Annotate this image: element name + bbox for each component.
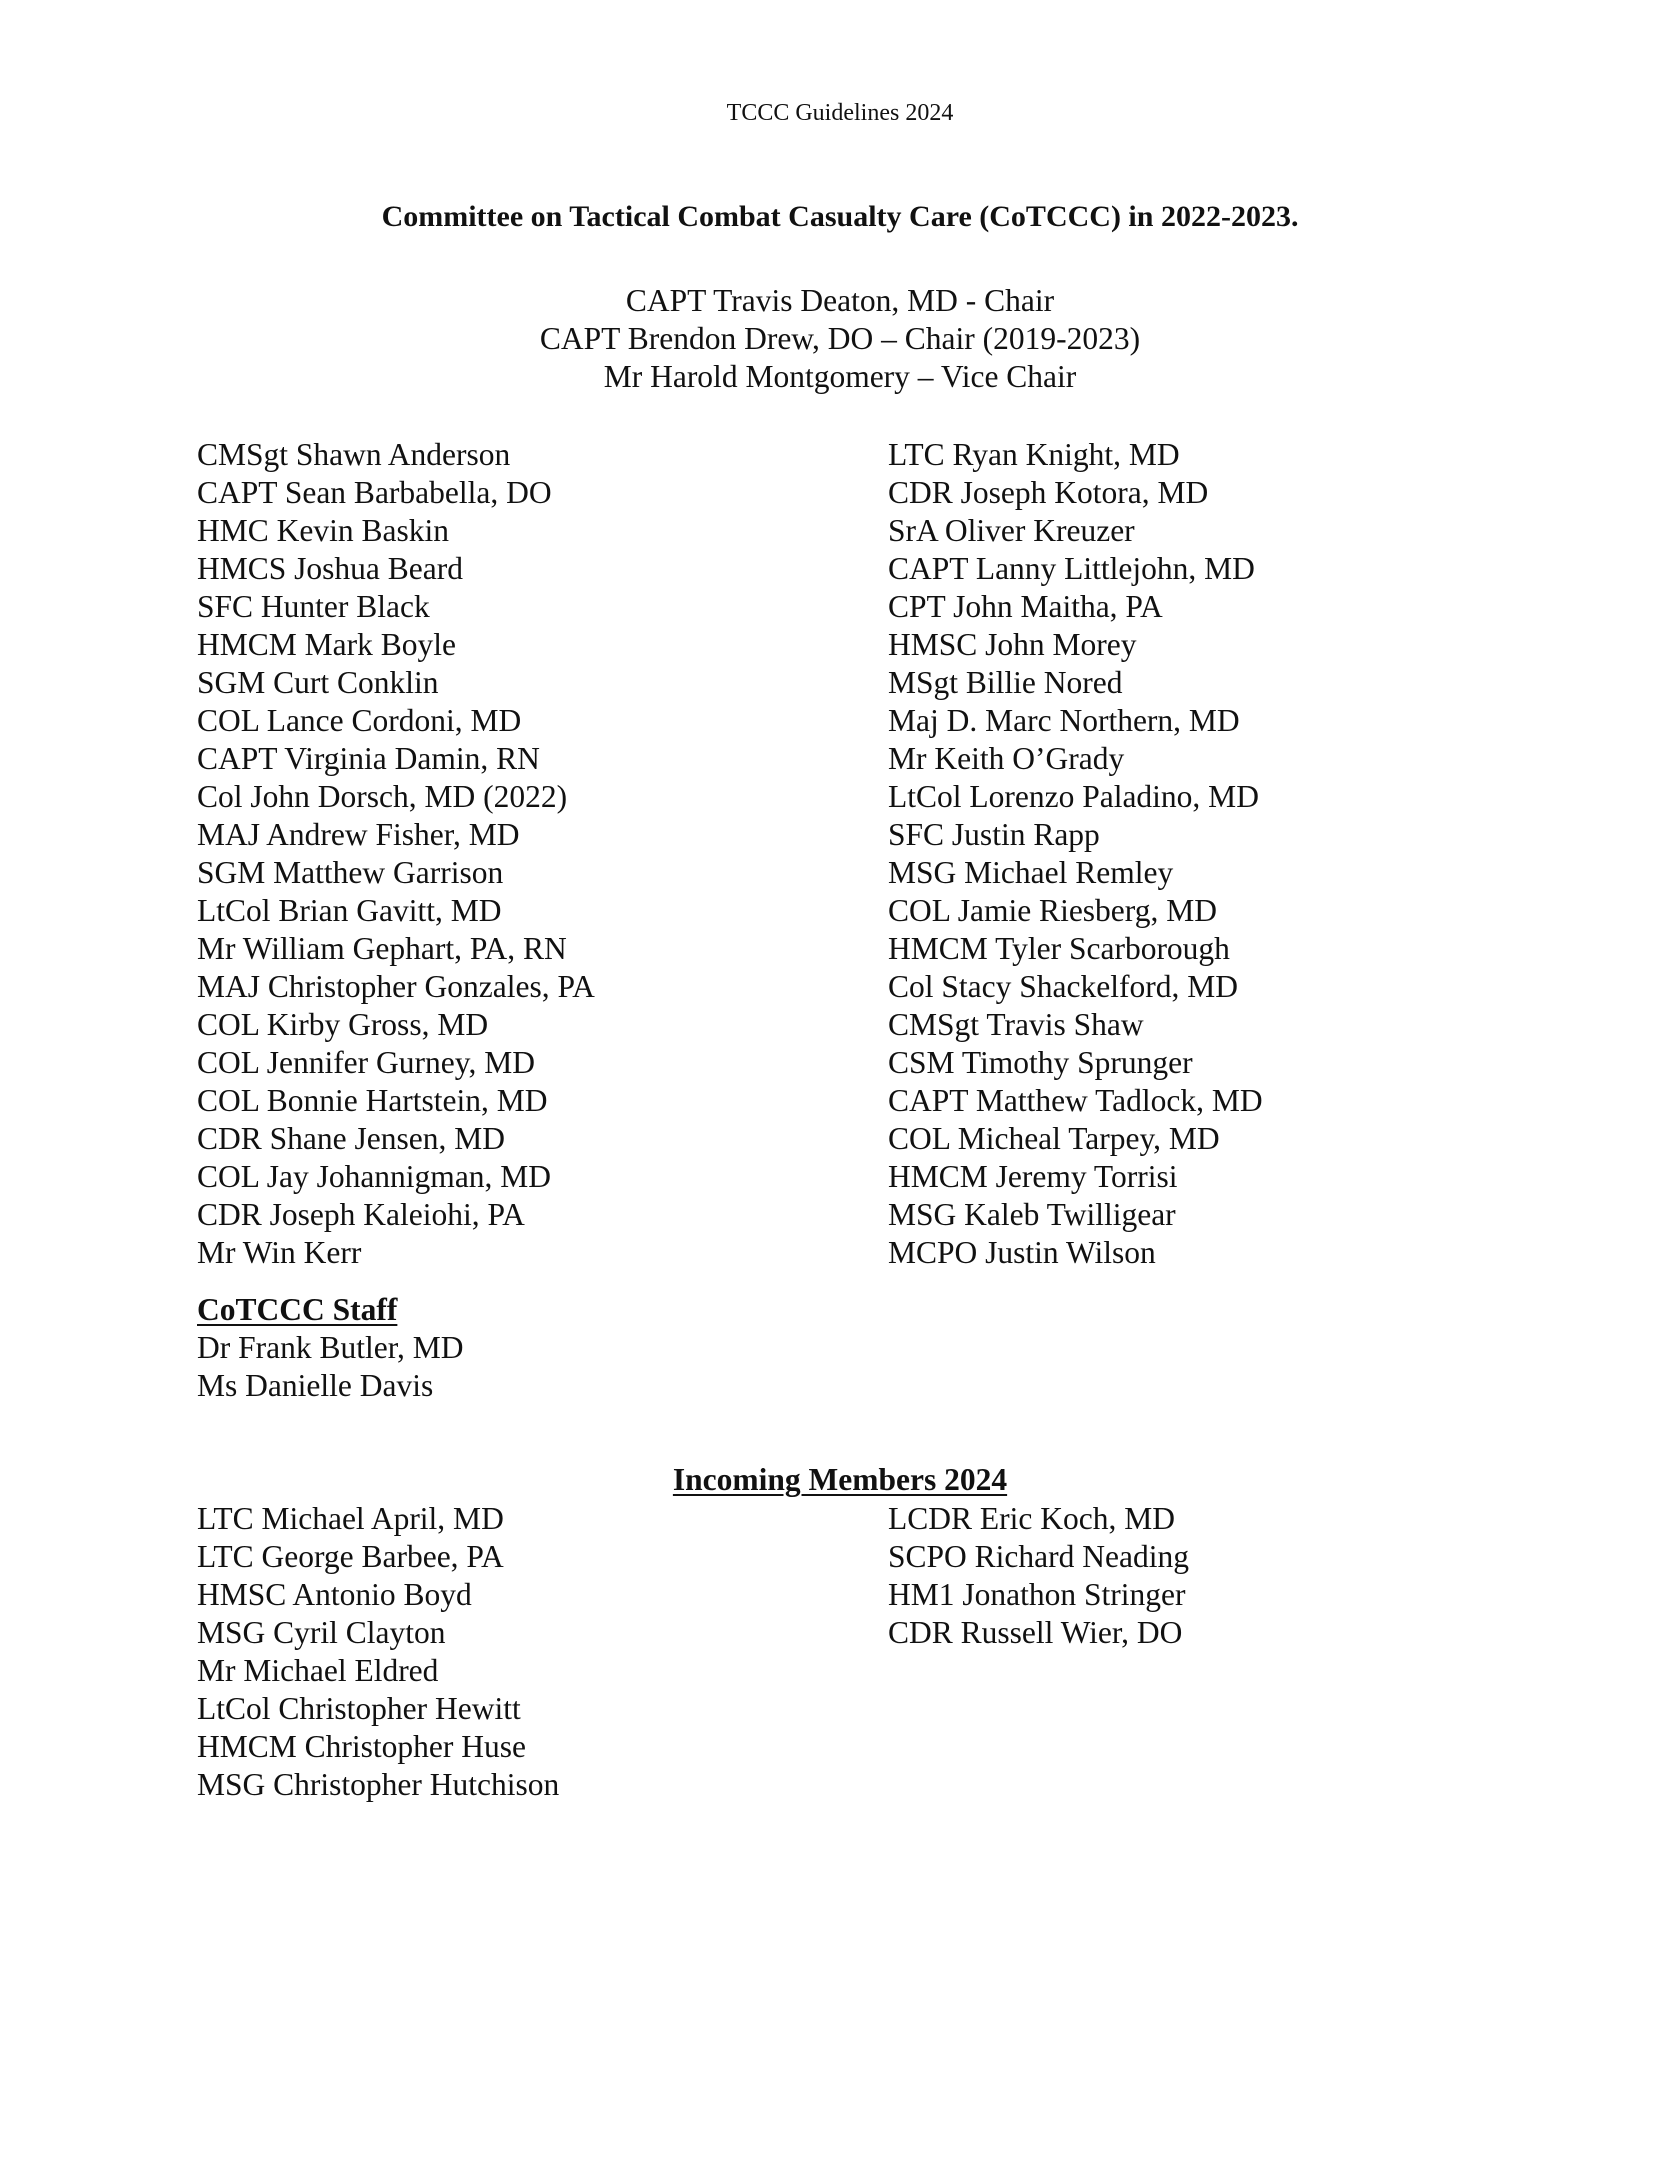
document-title: Committee on Tactical Combat Casualty Care (CoTCCC) in 2022-2023. [381,200,1299,233]
members-list-right [888,436,1263,1272]
member-name: HMCM Tyler Scarborough [888,931,1230,966]
member-name: HMCM Mark Boyle [197,627,456,662]
staff-name: Ms Danielle Davis [197,1368,434,1403]
member-name: COL Jamie Riesberg, MD [888,893,1217,928]
member-name: CAPT Sean Barbabella, DO [197,475,552,510]
member-name: HMC Kevin Baskin [197,513,449,548]
incoming-member-name: Mr Michael Eldred [197,1653,439,1688]
incoming-list-left [197,1500,559,1804]
incoming-members-heading: Incoming Members 2024 [672,1462,1008,1497]
member-name: HMCS Joshua Beard [197,551,463,586]
member-name: COL Lance Cordoni, MD [197,703,522,738]
member-name: MSgt Billie Nored [888,665,1123,700]
chairs-list [0,282,1680,396]
member-name: CAPT Matthew Tadlock, MD [888,1083,1263,1118]
member-name: Mr Win Kerr [197,1235,362,1270]
member-name: SFC Justin Rapp [888,817,1100,852]
member-name: CMSgt Shawn Anderson [197,437,511,472]
member-name: Maj D. Marc Northern, MD [888,703,1240,738]
member-name: SrA Oliver Kreuzer [888,513,1135,548]
member-name: MCPO Justin Wilson [888,1235,1156,1270]
member-name: MSG Kaleb Twilligear [888,1197,1176,1232]
member-name: COL Bonnie Hartstein, MD [197,1083,548,1118]
incoming-member-name: MSG Cyril Clayton [197,1615,446,1650]
member-name: CPT John Maitha, PA [888,589,1163,624]
staff-heading: CoTCCC Staff [197,1292,398,1327]
member-name: Col Stacy Shackelford, MD [888,969,1238,1004]
incoming-list-right [888,1500,1189,1652]
member-name: Col John Dorsch, MD (2022) [197,779,568,814]
incoming-member-name: HM1 Jonathon Stringer [888,1577,1186,1612]
vice-chair-name: Mr Harold Montgomery – Vice Chair [603,359,1077,394]
member-name: COL Jennifer Gurney, MD [197,1045,535,1080]
chair-name: CAPT Travis Deaton, MD - Chair [625,283,1055,318]
member-name: MAJ Andrew Fisher, MD [197,817,520,852]
incoming-member-name: HMCM Christopher Huse [197,1729,526,1764]
chair-name: CAPT Brendon Drew, DO – Chair (2019-2023) [539,321,1141,356]
member-name: CDR Joseph Kaleiohi, PA [197,1197,525,1232]
member-name: MSG Michael Remley [888,855,1174,890]
member-name: COL Jay Johannigman, MD [197,1159,552,1194]
member-name: COL Micheal Tarpey, MD [888,1121,1220,1156]
member-name: LTC Ryan Knight, MD [888,437,1180,472]
member-name: CMSgt Travis Shaw [888,1007,1144,1042]
incoming-member-name: CDR Russell Wier, DO [888,1615,1183,1650]
member-name: SFC Hunter Black [197,589,430,624]
member-name: CSM Timothy Sprunger [888,1045,1193,1080]
member-name: Mr William Gephart, PA, RN [197,931,567,966]
member-name: CAPT Lanny Littlejohn, MD [888,551,1255,586]
member-name: SGM Matthew Garrison [197,855,504,890]
member-name: HMSC John Morey [888,627,1137,662]
incoming-member-name: LCDR Eric Koch, MD [888,1501,1175,1536]
member-name: SGM Curt Conklin [197,665,439,700]
member-name: MAJ Christopher Gonzales, PA [197,969,595,1004]
members-list-left [197,436,595,1272]
incoming-member-name: MSG Christopher Hutchison [197,1767,560,1802]
member-name: Mr Keith O’Grady [888,741,1125,776]
member-name: LtCol Brian Gavitt, MD [197,893,502,928]
staff-name: Dr Frank Butler, MD [197,1330,464,1365]
member-name: COL Kirby Gross, MD [197,1007,489,1042]
incoming-members-heading-row [0,1461,1680,1499]
incoming-member-name: SCPO Richard Neading [888,1539,1189,1574]
incoming-member-name: LtCol Christopher Hewitt [197,1691,521,1726]
incoming-member-name: HMSC Antonio Boyd [197,1577,472,1612]
staff-section [197,1291,463,1405]
incoming-member-name: LTC George Barbee, PA [197,1539,504,1574]
member-name: CAPT Virginia Damin, RN [197,741,540,776]
member-name: LtCol Lorenzo Paladino, MD [888,779,1259,814]
incoming-member-name: LTC Michael April, MD [197,1501,504,1536]
member-name: HMCM Jeremy Torrisi [888,1159,1178,1194]
page-header: TCCC Guidelines 2024 [726,100,954,126]
member-name: CDR Joseph Kotora, MD [888,475,1209,510]
member-name: CDR Shane Jensen, MD [197,1121,505,1156]
